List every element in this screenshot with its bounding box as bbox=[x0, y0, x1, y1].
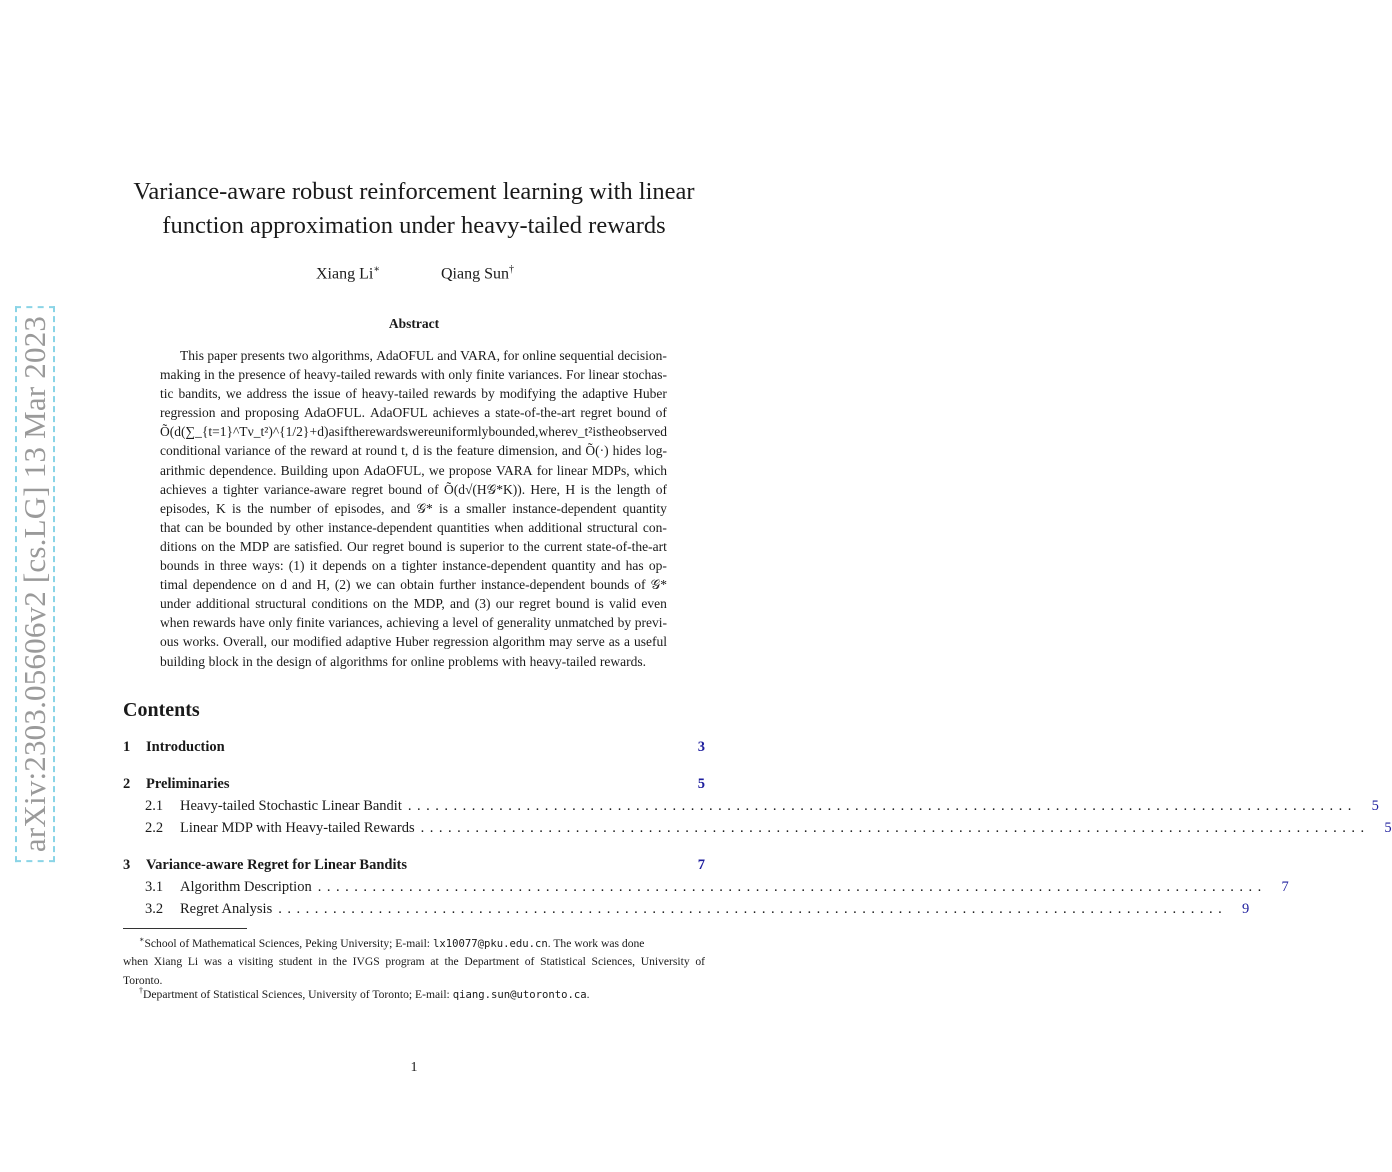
abstract-line: Õ(d(∑_{t=1}^T ν_t²)^{1/2} + d) as if the rewards were uniformly bounded, where ν_t² is the observed bbox=[160, 424, 667, 440]
footnote-affiliation: Department of Statistical Sciences, University of Toronto; E-mail: bbox=[143, 987, 453, 1001]
author-xiang-li bbox=[316, 264, 380, 283]
toc-page-link[interactable]: 5 bbox=[1371, 798, 1379, 814]
footnote-affiliation: School of Mathematical Sciences, Peking University; E-mail: bbox=[144, 936, 433, 950]
toc-page-link[interactable]: 7 bbox=[1281, 879, 1289, 895]
toc-title: Heavy-tailed Stochastic Linear Bandit bbox=[180, 798, 402, 814]
toc-number: 2.2 bbox=[145, 820, 164, 836]
toc-page-link[interactable]: 5 bbox=[697, 776, 705, 792]
footnote-qiang-sun bbox=[123, 982, 705, 1004]
toc-page-link[interactable]: 3 bbox=[697, 739, 705, 755]
abstract-line: ous works. Overall, our modified adaptive Huber regression algorithm may serve as a useful bbox=[160, 634, 667, 650]
author-footnote-mark[interactable]: † bbox=[509, 264, 514, 275]
abstract-line: building block in the design of algorithms for online problems with heavy-tailed rewards. bbox=[160, 653, 646, 669]
paper-title bbox=[110, 175, 718, 243]
toc-title: Variance-aware Regret for Linear Bandits bbox=[146, 857, 407, 873]
abstract-line: arithmic dependence. Building upon AdaOFUL, we propose VARA for linear MDPs, which bbox=[160, 462, 667, 478]
toc-title: Preliminaries bbox=[146, 776, 230, 792]
abstract-line: making in the presence of heavy-tailed rewards with only finite variances. For linear stochas- bbox=[160, 367, 667, 383]
toc-number: 3.2 bbox=[145, 901, 164, 917]
abstract-line: episodes, K is the number of episodes, and 𝒢* is a smaller instance-dependent quantity bbox=[160, 500, 667, 516]
toc-leader-dots: ........................................................................................................ bbox=[278, 901, 1228, 917]
author-name: Xiang Li bbox=[316, 265, 374, 283]
toc-entry-algorithm-description[interactable] bbox=[123, 879, 1289, 901]
toc-number: 3.1 bbox=[145, 879, 164, 895]
footnote-text: . bbox=[586, 987, 590, 1001]
footnote-text: . The work was done bbox=[547, 936, 645, 950]
toc-number: 2.1 bbox=[145, 798, 164, 814]
toc-title: Introduction bbox=[146, 739, 225, 755]
abstract-line: conditional variance of the reward at round t, d is the feature dimension, and Õ(·) hides log- bbox=[160, 443, 667, 459]
abstract-line: that can be bounded by other instance-dependent quantities when additional structural con- bbox=[160, 519, 667, 535]
abstract-line: under additional structural conditions on the MDP, and (3) our regret bound is valid even bbox=[160, 596, 667, 612]
footnote-line: when Xiang Li was a visiting student in the IVGS program at the Department of Statistical Sciences, University of bbox=[123, 955, 705, 969]
abstract-line: bounds in three ways: (1) it depends on a tighter instance-dependent quantity and has op- bbox=[160, 558, 667, 574]
toc-leader-dots: ........................................................................................................ bbox=[317, 879, 1267, 895]
toc-entry-linear-mdp[interactable] bbox=[123, 820, 1392, 842]
toc-title: Regret Analysis bbox=[180, 901, 273, 917]
toc-number: 2 bbox=[123, 776, 131, 792]
toc-number: 3 bbox=[123, 857, 131, 873]
abstract-body bbox=[160, 346, 667, 671]
page-number: 1 bbox=[410, 1060, 418, 1075]
toc-entry-heavy-tailed-bandit[interactable] bbox=[123, 798, 1379, 820]
abstract-line: ditions on the MDP are satisfied. Our regret bound is superior to the current state-of-the-art bbox=[160, 538, 667, 554]
toc-entry-variance-aware-regret[interactable] bbox=[123, 857, 705, 879]
toc-title: Algorithm Description bbox=[180, 879, 312, 895]
toc-entry-preliminaries[interactable] bbox=[123, 776, 705, 798]
toc-entry-regret-analysis[interactable] bbox=[123, 901, 1250, 923]
abstract-line: achieves a tighter variance-aware regret bound of Õ(d√(H𝒢*K)). Here, H is the length of bbox=[160, 481, 667, 497]
email-link[interactable]: qiang.sun@utoronto.ca bbox=[452, 988, 587, 1001]
email-link[interactable]: lx10077@pku.edu.cn bbox=[432, 937, 548, 950]
toc-page-link[interactable]: 5 bbox=[1384, 820, 1392, 836]
author-qiang-sun bbox=[441, 264, 514, 283]
paper-title-line-1: Variance-aware robust reinforcement learning with linear bbox=[133, 178, 695, 205]
paper-title-line-2: function approximation under heavy-tailed rewards bbox=[162, 212, 666, 239]
author-footnote-mark[interactable]: ∗ bbox=[373, 264, 381, 275]
abstract-line: when rewards have only finite variances, achieving a level of generality unmatched by previ- bbox=[160, 615, 667, 631]
author-name: Qiang Sun bbox=[441, 265, 509, 283]
abstract-heading: Abstract bbox=[388, 316, 440, 331]
toc-page-link[interactable]: 9 bbox=[1241, 901, 1250, 917]
footnote-line: Toronto. bbox=[123, 973, 163, 987]
toc-entry-introduction[interactable] bbox=[123, 739, 705, 761]
footnote-mark: † bbox=[139, 986, 143, 995]
footnote-divider bbox=[123, 928, 247, 929]
contents-heading: Contents bbox=[123, 699, 200, 721]
toc-page-link[interactable]: 7 bbox=[697, 857, 705, 873]
toc-leader-dots: ........................................................................................................ bbox=[420, 820, 1370, 836]
abstract-line: timal dependence on d and H, (2) we can obtain further instance-dependent bounds of 𝒢* bbox=[160, 577, 667, 593]
abstract-line: regression and proposing AdaOFUL. AdaOFUL achieves a state-of-the-art regret bound of bbox=[160, 405, 667, 421]
toc-title: Linear MDP with Heavy-tailed Rewards bbox=[180, 820, 415, 836]
arxiv-identifier-stamp[interactable]: arXiv:2303.05606v2 [cs.LG] 13 Mar 2023 bbox=[15, 306, 55, 862]
toc-number: 1 bbox=[123, 739, 131, 755]
footnote-mark: ∗ bbox=[139, 935, 145, 944]
abstract-line: This paper presents two algorithms, AdaOFUL and VARA, for online sequential decision- bbox=[180, 348, 667, 363]
toc-leader-dots: ........................................................................................................ bbox=[407, 798, 1357, 814]
abstract-line: tic bandits, we address the issue of heavy-tailed rewards by modifying the adaptive Huber bbox=[160, 386, 667, 402]
